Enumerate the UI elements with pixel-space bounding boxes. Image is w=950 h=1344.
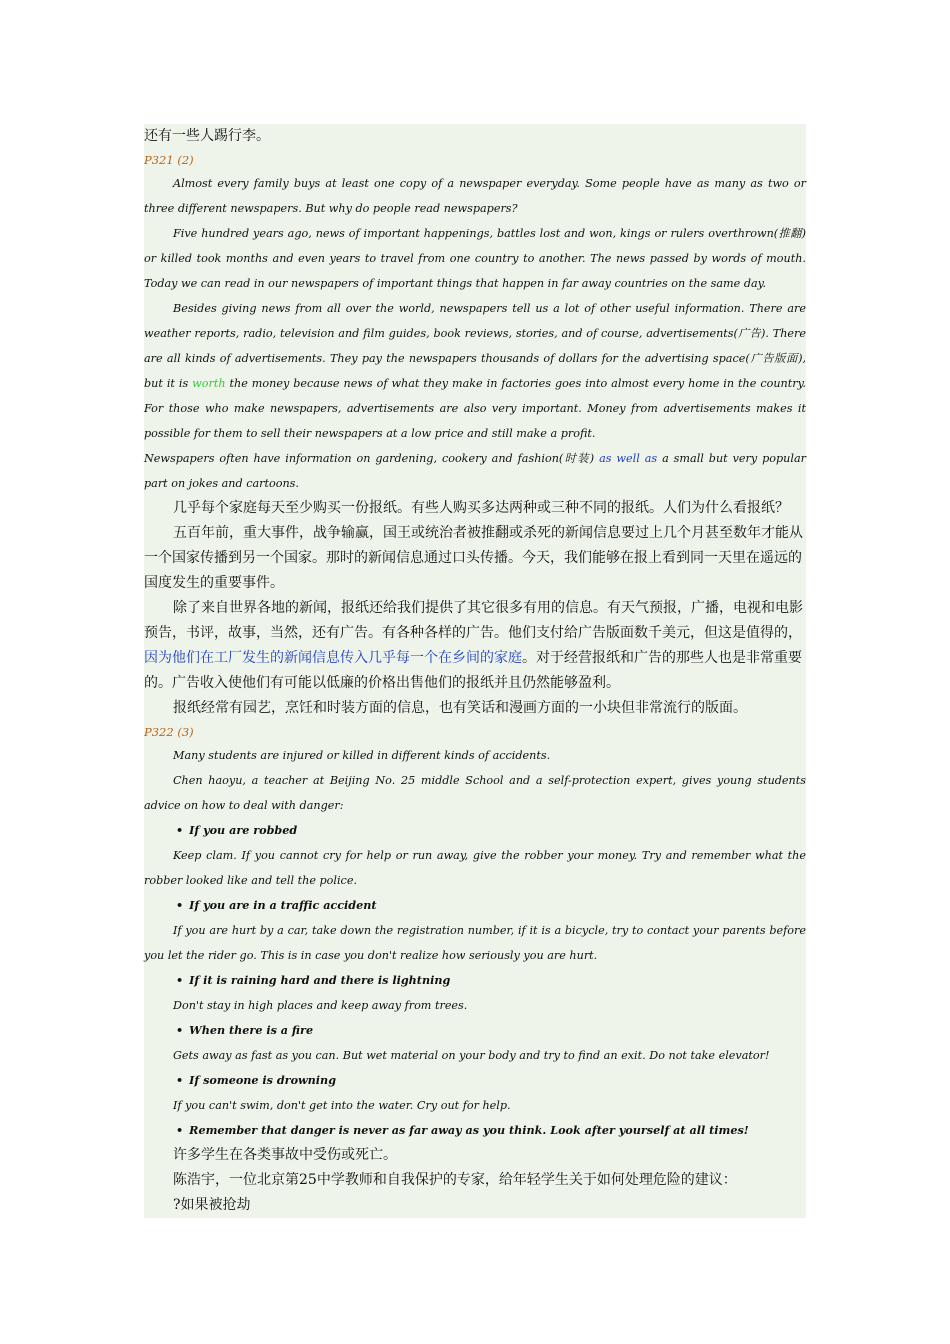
bullet-heading: If you are robbed [189, 823, 298, 837]
text-run: 除了来自世界各地的新闻，报纸还给我们提供了其它很多有用的信息。有天气预报，广播，电视和电影预告，书评，故事，当然，还有广告。有各种各样的广告。他们支付给广告版面数千美元，但这是值得的， [144, 600, 803, 641]
en-paragraph: Keep clam. If you cannot cry for help or run away, give the robber your money. Try and remember what the robber looked like and tell the police. [144, 849, 806, 887]
bullet-glyph: • [176, 898, 184, 912]
cn-paragraph [144, 596, 806, 696]
section-ref-p321: P321 (2) [144, 153, 194, 167]
bullet-item [144, 1018, 806, 1043]
section-ref-p322: P322 (3) [144, 725, 194, 739]
bullet-heading: If someone is drowning [189, 1073, 337, 1087]
text-run: a small but very popular part on jokes and cartoons. [144, 452, 806, 490]
bullet-item [144, 893, 806, 918]
bullet-item [144, 1118, 806, 1143]
highlight-worth: worth [192, 377, 226, 390]
cn-paragraph: 五百年前，重大事件，战争输赢，国王或统治者被推翻或杀死的新闻信息要过上几个月甚至数年才能从一个国家传播到另一个国家。那时的新闻信息通过口头传播。今天，我们能够在报上看到同一天里在遥远的国度发生的重要事件。 [144, 525, 803, 591]
text-run: Besides giving news from all over the world, newspapers tell us a lot of other useful information. There are weather reports, radio, television and film guides, book reviews, stories, and of course, advertisements(广告). There are all kinds of advertisements. They pay the newspapers thousands of dollars for the advertising space(广告版面), but it is [144, 302, 806, 390]
cn-paragraph: 许多学生在各类事故中受伤或死亡。 [173, 1147, 397, 1163]
bullet-glyph: • [176, 1073, 184, 1087]
cn-paragraph: ?如果被抢劫 [173, 1197, 251, 1213]
bullet-glyph: • [176, 1123, 184, 1137]
en-paragraph: Almost every family buys at least one copy of a newspaper everyday. Some people have as many as two or three different newspapers. But why do people read newspapers? [144, 177, 806, 215]
bullet-heading: If it is raining hard and there is lightning [189, 973, 451, 987]
bullet-heading: If you are in a traffic accident [189, 898, 377, 912]
text-run: 。对于经营报纸和广告的那些人也是非常重要的。广告收入使他们有可能以低廉的价格出售他们的报纸并且仍然能够盈利。 [144, 650, 802, 691]
bullet-glyph: • [176, 823, 184, 837]
en-paragraph: Chen haoyu, a teacher at Beijing No. 25 middle School and a self-protection expert, gives young students advice on how to deal with danger: [144, 774, 806, 812]
bullet-item [144, 968, 806, 993]
en-paragraph: Gets away as fast as you can. But wet material on your body and try to find an exit. Do not take elevator! [173, 1049, 770, 1062]
bullet-item [144, 818, 806, 843]
bullet-heading: When there is a fire [189, 1023, 314, 1037]
en-paragraph: If you can't swim, don't get into the water. Cry out for help. [173, 1099, 511, 1112]
document-body [144, 124, 806, 1218]
text-run: the money because news of what they make in factories goes into almost every home in the country. For those who make newspapers, advertisements are also very important. Money from advertisements makes it possible for them to sell their newspapers at a low price and still make a profit. [144, 377, 806, 440]
en-paragraph: Five hundred years ago, news of important happenings, battles lost and won, kings or rulers overthrown(推翻) or killed took months and even years to travel from one country to another. The news passed by words of mouth. Today we can read in our newspapers of important things that happen in far away countries on the same day. [144, 227, 806, 290]
text-run: Newspapers often have information on gardening, cookery and fashion(时装) [144, 452, 600, 465]
en-paragraph: Many students are injured or killed in different kinds of accidents. [173, 749, 551, 762]
intro-line: 还有一些人踢行李。 [144, 128, 270, 144]
en-paragraph [144, 446, 806, 496]
en-paragraph: If you are hurt by a car, take down the registration number, if it is a bicycle, try to contact your parents before you let the rider go. This is in case you don't realize how seriously you are hurt. [144, 924, 806, 962]
bullet-item [144, 1068, 806, 1093]
en-paragraph [144, 296, 806, 446]
cn-paragraph: 报纸经常有园艺，烹饪和时装方面的信息，也有笑话和漫画方面的一小块但非常流行的版面。 [173, 700, 747, 716]
cn-paragraph: 陈浩宇，一位北京第25中学教师和自我保护的专家，给年轻学生关于如何处理危险的建议： [173, 1172, 737, 1188]
cn-paragraph: 几乎每个家庭每天至少购买一份报纸。有些人购买多达两种或三种不同的报纸。人们为什么看报纸？ [173, 500, 789, 516]
highlight-cn-clause: 因为他们在工厂发生的新闻信息传入几乎每一个在乡间的家庭 [144, 650, 522, 666]
bullet-glyph: • [176, 973, 184, 987]
highlight-as-well-as: as well as [599, 452, 658, 465]
bullet-glyph: • [176, 1023, 184, 1037]
bullet-heading: Remember that danger is never as far away as you think. Look after yourself at all times! [189, 1123, 749, 1137]
en-paragraph: Don't stay in high places and keep away from trees. [173, 999, 468, 1012]
